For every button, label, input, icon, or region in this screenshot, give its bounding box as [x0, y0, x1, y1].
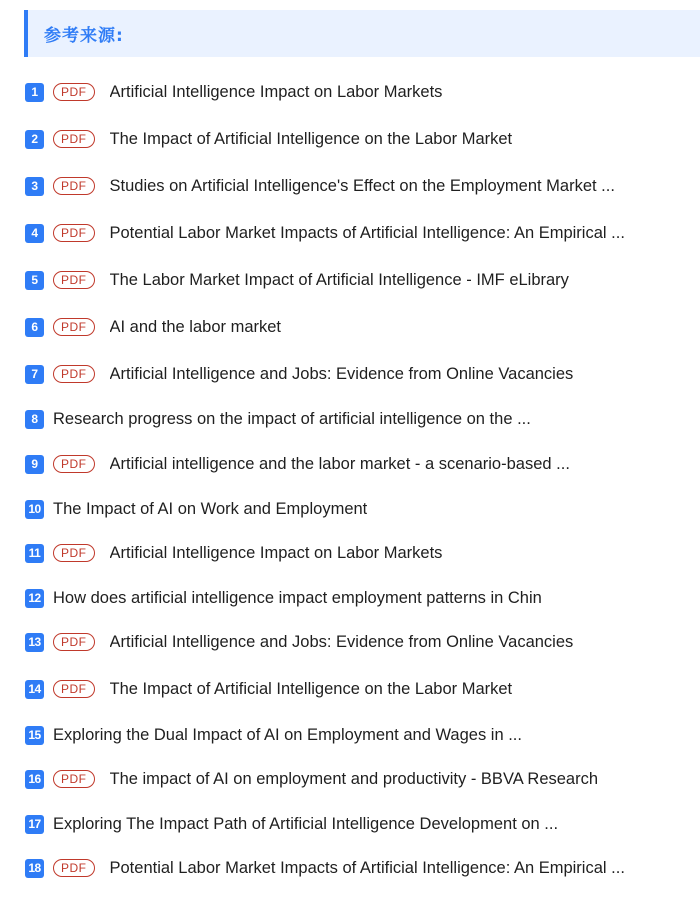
reference-item-9[interactable] — [25, 451, 695, 477]
pdf-badge: PDF — [53, 130, 95, 148]
reference-title-link[interactable]: Artificial Intelligence Impact on Labor Markets — [109, 82, 443, 101]
pdf-badge: PDF — [53, 770, 95, 788]
reference-title-link[interactable]: Artificial Intelligence and Jobs: Evidence from Online Vacancies — [109, 364, 574, 383]
reference-number-badge: 7 — [25, 365, 44, 384]
reference-title-link[interactable]: The Labor Market Impact of Artificial Intelligence - IMF eLibrary — [109, 270, 569, 289]
reference-item-8[interactable] — [25, 406, 695, 432]
references-heading: 参考来源: — [44, 26, 124, 46]
pdf-badge: PDF — [53, 177, 95, 195]
reference-number-badge: 15 — [25, 726, 44, 745]
reference-number-badge: 12 — [25, 589, 44, 608]
reference-item-10[interactable] — [25, 496, 695, 522]
pdf-badge: PDF — [53, 365, 95, 383]
reference-number-badge: 14 — [25, 680, 44, 699]
pdf-badge: PDF — [53, 455, 95, 473]
pdf-badge: PDF — [53, 633, 95, 651]
reference-item-6[interactable] — [25, 314, 695, 340]
reference-title-link[interactable]: Artificial Intelligence Impact on Labor Markets — [109, 543, 443, 562]
pdf-badge: PDF — [53, 859, 95, 877]
reference-number-badge: 10 — [25, 500, 44, 519]
reference-title-link[interactable]: Artificial intelligence and the labor market - a scenario-based ... — [109, 454, 570, 473]
reference-number-badge: 8 — [25, 410, 44, 429]
reference-number-badge: 5 — [25, 271, 44, 290]
reference-number-badge: 9 — [25, 455, 44, 474]
reference-title-link[interactable]: The impact of AI on employment and productivity - BBVA Research — [109, 769, 599, 788]
reference-item-12[interactable] — [25, 585, 695, 611]
reference-title-link[interactable]: Studies on Artificial Intelligence's Effect on the Employment Market ... — [109, 176, 615, 195]
reference-item-13[interactable] — [25, 629, 695, 655]
pdf-badge: PDF — [53, 271, 95, 289]
reference-number-badge: 3 — [25, 177, 44, 196]
reference-item-18[interactable] — [25, 855, 695, 881]
reference-title-link[interactable]: The Impact of Artificial Intelligence on the Labor Market — [109, 679, 513, 698]
reference-number-badge: 1 — [25, 83, 44, 102]
reference-item-2[interactable] — [25, 126, 695, 152]
reference-item-11[interactable] — [25, 540, 695, 566]
reference-item-15[interactable] — [25, 722, 695, 748]
pdf-badge: PDF — [53, 318, 95, 336]
reference-title-link[interactable]: Exploring the Dual Impact of AI on Employment and Wages in ... — [53, 725, 522, 744]
reference-item-17[interactable] — [25, 811, 695, 837]
reference-number-badge: 4 — [25, 224, 44, 243]
pdf-badge: PDF — [53, 544, 95, 562]
reference-number-badge: 2 — [25, 130, 44, 149]
reference-item-1[interactable] — [25, 79, 695, 105]
reference-title-link[interactable]: AI and the labor market — [109, 317, 282, 336]
reference-number-badge: 13 — [25, 633, 44, 652]
reference-number-badge: 16 — [25, 770, 44, 789]
references-header — [24, 10, 700, 57]
reference-title-link[interactable]: Exploring The Impact Path of Artificial Intelligence Development on ... — [53, 814, 559, 833]
reference-number-badge: 6 — [25, 318, 44, 337]
reference-item-14[interactable] — [25, 676, 695, 702]
reference-title-link[interactable]: The Impact of AI on Work and Employment — [53, 499, 368, 518]
reference-number-badge: 18 — [25, 859, 44, 878]
reference-title-link[interactable]: Research progress on the impact of artificial intelligence on the ... — [53, 409, 531, 428]
reference-number-badge: 17 — [25, 815, 44, 834]
reference-item-16[interactable] — [25, 766, 695, 792]
pdf-badge: PDF — [53, 224, 95, 242]
pdf-badge: PDF — [53, 680, 95, 698]
reference-title-link[interactable]: Potential Labor Market Impacts of Artificial Intelligence: An Empirical ... — [109, 223, 625, 242]
reference-item-5[interactable] — [25, 267, 695, 293]
reference-item-7[interactable] — [25, 361, 695, 387]
reference-title-link[interactable]: Artificial Intelligence and Jobs: Evidence from Online Vacancies — [109, 632, 574, 651]
pdf-badge: PDF — [53, 83, 95, 101]
reference-item-4[interactable] — [25, 220, 695, 246]
reference-title-link[interactable]: The Impact of Artificial Intelligence on the Labor Market — [109, 129, 513, 148]
reference-item-3[interactable] — [25, 173, 695, 199]
reference-title-link[interactable]: How does artificial intelligence impact employment patterns in Chin — [53, 588, 542, 607]
reference-number-badge: 11 — [25, 544, 44, 563]
reference-title-link[interactable]: Potential Labor Market Impacts of Artificial Intelligence: An Empirical ... — [109, 858, 625, 877]
